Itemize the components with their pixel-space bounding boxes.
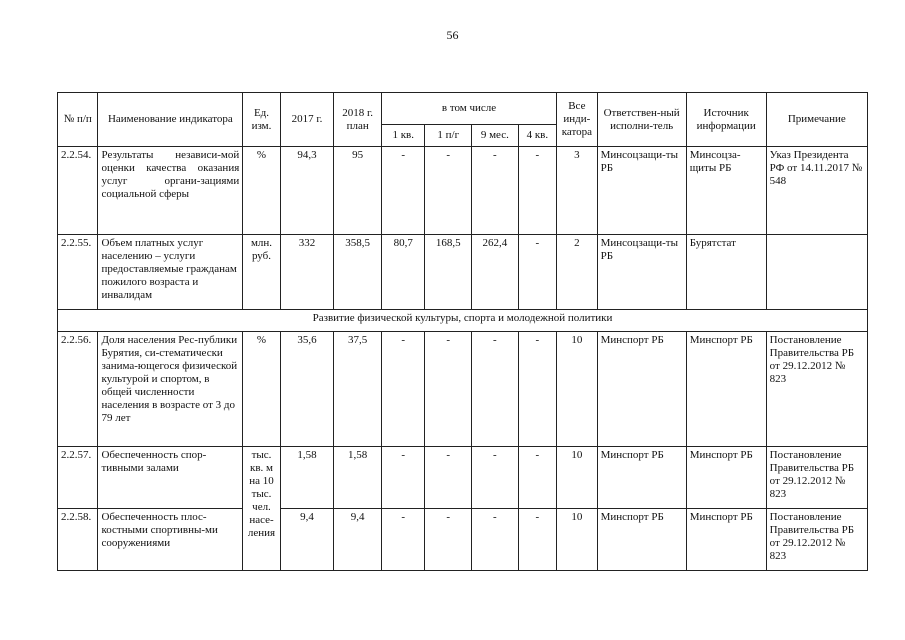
section-row (58, 310, 868, 332)
row-source: Минспорт РБ (686, 509, 766, 571)
row-q4: - (518, 332, 557, 447)
row-responsible: Минсоцзащи-ты РБ (597, 147, 686, 235)
header-note: Примечание (766, 93, 867, 147)
header-unit: Ед. изм. (243, 93, 280, 147)
row-note: Указ Президента РФ от 14.11.2017 № 548 (766, 147, 867, 235)
row-h1: - (425, 332, 472, 447)
header-responsible: Ответствен-ный исполни-тель (597, 93, 686, 147)
row-q1: - (381, 332, 425, 447)
row-num: 2.2.57. (58, 447, 98, 509)
row-source: Минсоцза-щиты РБ (686, 147, 766, 235)
page-number: 56 (446, 28, 459, 42)
header-source: Источник информации (686, 93, 766, 147)
row-2018: 358,5 (334, 235, 382, 310)
row-all: 10 (557, 509, 597, 571)
row-num: 2.2.56. (58, 332, 98, 447)
table-row (58, 447, 868, 509)
table-row (58, 147, 868, 235)
row-num: 2.2.58. (58, 509, 98, 571)
row-h1: - (425, 147, 472, 235)
row-note: Постановление Правительства РБ от 29.12.2012 № 823 (766, 332, 867, 447)
header-q4: 4 кв. (518, 125, 557, 147)
section-title: Развитие физической культуры, спорта и молодежной политики (58, 310, 868, 332)
row-9m: 262,4 (472, 235, 519, 310)
row-unit: тыс. кв. м на 10 тыс. чел. насе-ления (243, 447, 280, 571)
row-name: Доля населения Рес-публики Бурятия, си-стематически занима-ющегося физической культурой и спортом, в общей численности населения в возрасте от 3 до 79 лет (98, 332, 243, 447)
row-2017: 9,4 (280, 509, 334, 571)
header-row-1 (58, 93, 868, 125)
row-q4: - (518, 509, 557, 571)
row-2018: 95 (334, 147, 382, 235)
row-9m: - (472, 447, 519, 509)
row-source: Бурятстат (686, 235, 766, 310)
row-source: Минспорт РБ (686, 332, 766, 447)
row-q4: - (518, 235, 557, 310)
row-responsible: Минспорт РБ (597, 447, 686, 509)
header-num: № п/п (58, 93, 98, 147)
row-9m: - (472, 509, 519, 571)
row-num: 2.2.54. (58, 147, 98, 235)
row-2017: 332 (280, 235, 334, 310)
row-all: 10 (557, 447, 597, 509)
row-num: 2.2.55. (58, 235, 98, 310)
row-note: Постановление Правительства РБ от 29.12.2012 № 823 (766, 509, 867, 571)
row-source: Минспорт РБ (686, 447, 766, 509)
row-all: 2 (557, 235, 597, 310)
row-9m: - (472, 147, 519, 235)
row-q4: - (518, 147, 557, 235)
row-h1: - (425, 509, 472, 571)
row-name: Обеспеченность плос-костными спортивны-ми сооружениями (98, 509, 243, 571)
row-q1: - (381, 147, 425, 235)
header-2018-plan: 2018 г. план (334, 93, 382, 147)
row-q1: 80,7 (381, 235, 425, 310)
row-unit: % (243, 332, 280, 447)
header-including: в том числе (381, 93, 556, 125)
row-unit: млн. руб. (243, 235, 280, 310)
header-2017: 2017 г. (280, 93, 334, 147)
row-2018: 9,4 (334, 509, 382, 571)
row-name: Обеспеченность спор-тивными залами (98, 447, 243, 509)
header-name: Наименование индикатора (98, 93, 243, 147)
indicators-table (57, 92, 868, 571)
row-name: Объем платных услуг населению – услуги предоставляемые гражданам пожилого возраста и инвалидам (98, 235, 243, 310)
row-name: Результаты независи-мой оценки качества оказания услуг органи-зациями социальной сферы (98, 147, 243, 235)
header-h1: 1 п/г (425, 125, 472, 147)
table-row (58, 332, 868, 447)
header-9m: 9 мес. (472, 125, 519, 147)
row-q1: - (381, 447, 425, 509)
row-unit: % (243, 147, 280, 235)
row-9m: - (472, 332, 519, 447)
row-2017: 1,58 (280, 447, 334, 509)
row-h1: - (425, 447, 472, 509)
row-h1: 168,5 (425, 235, 472, 310)
row-responsible: Минсоцзащи-ты РБ (597, 235, 686, 310)
table-row (58, 235, 868, 310)
row-responsible: Минспорт РБ (597, 332, 686, 447)
row-note (766, 235, 867, 310)
row-responsible: Минспорт РБ (597, 509, 686, 571)
table-row (58, 509, 868, 571)
row-2017: 35,6 (280, 332, 334, 447)
row-2018: 1,58 (334, 447, 382, 509)
row-note: Постановление Правительства РБ от 29.12.2012 № 823 (766, 447, 867, 509)
row-2017: 94,3 (280, 147, 334, 235)
header-q1: 1 кв. (381, 125, 425, 147)
row-all: 10 (557, 332, 597, 447)
row-q4: - (518, 447, 557, 509)
header-all-indicators: Все инди-катора (557, 93, 597, 147)
row-2018: 37,5 (334, 332, 382, 447)
row-q1: - (381, 509, 425, 571)
row-all: 3 (557, 147, 597, 235)
